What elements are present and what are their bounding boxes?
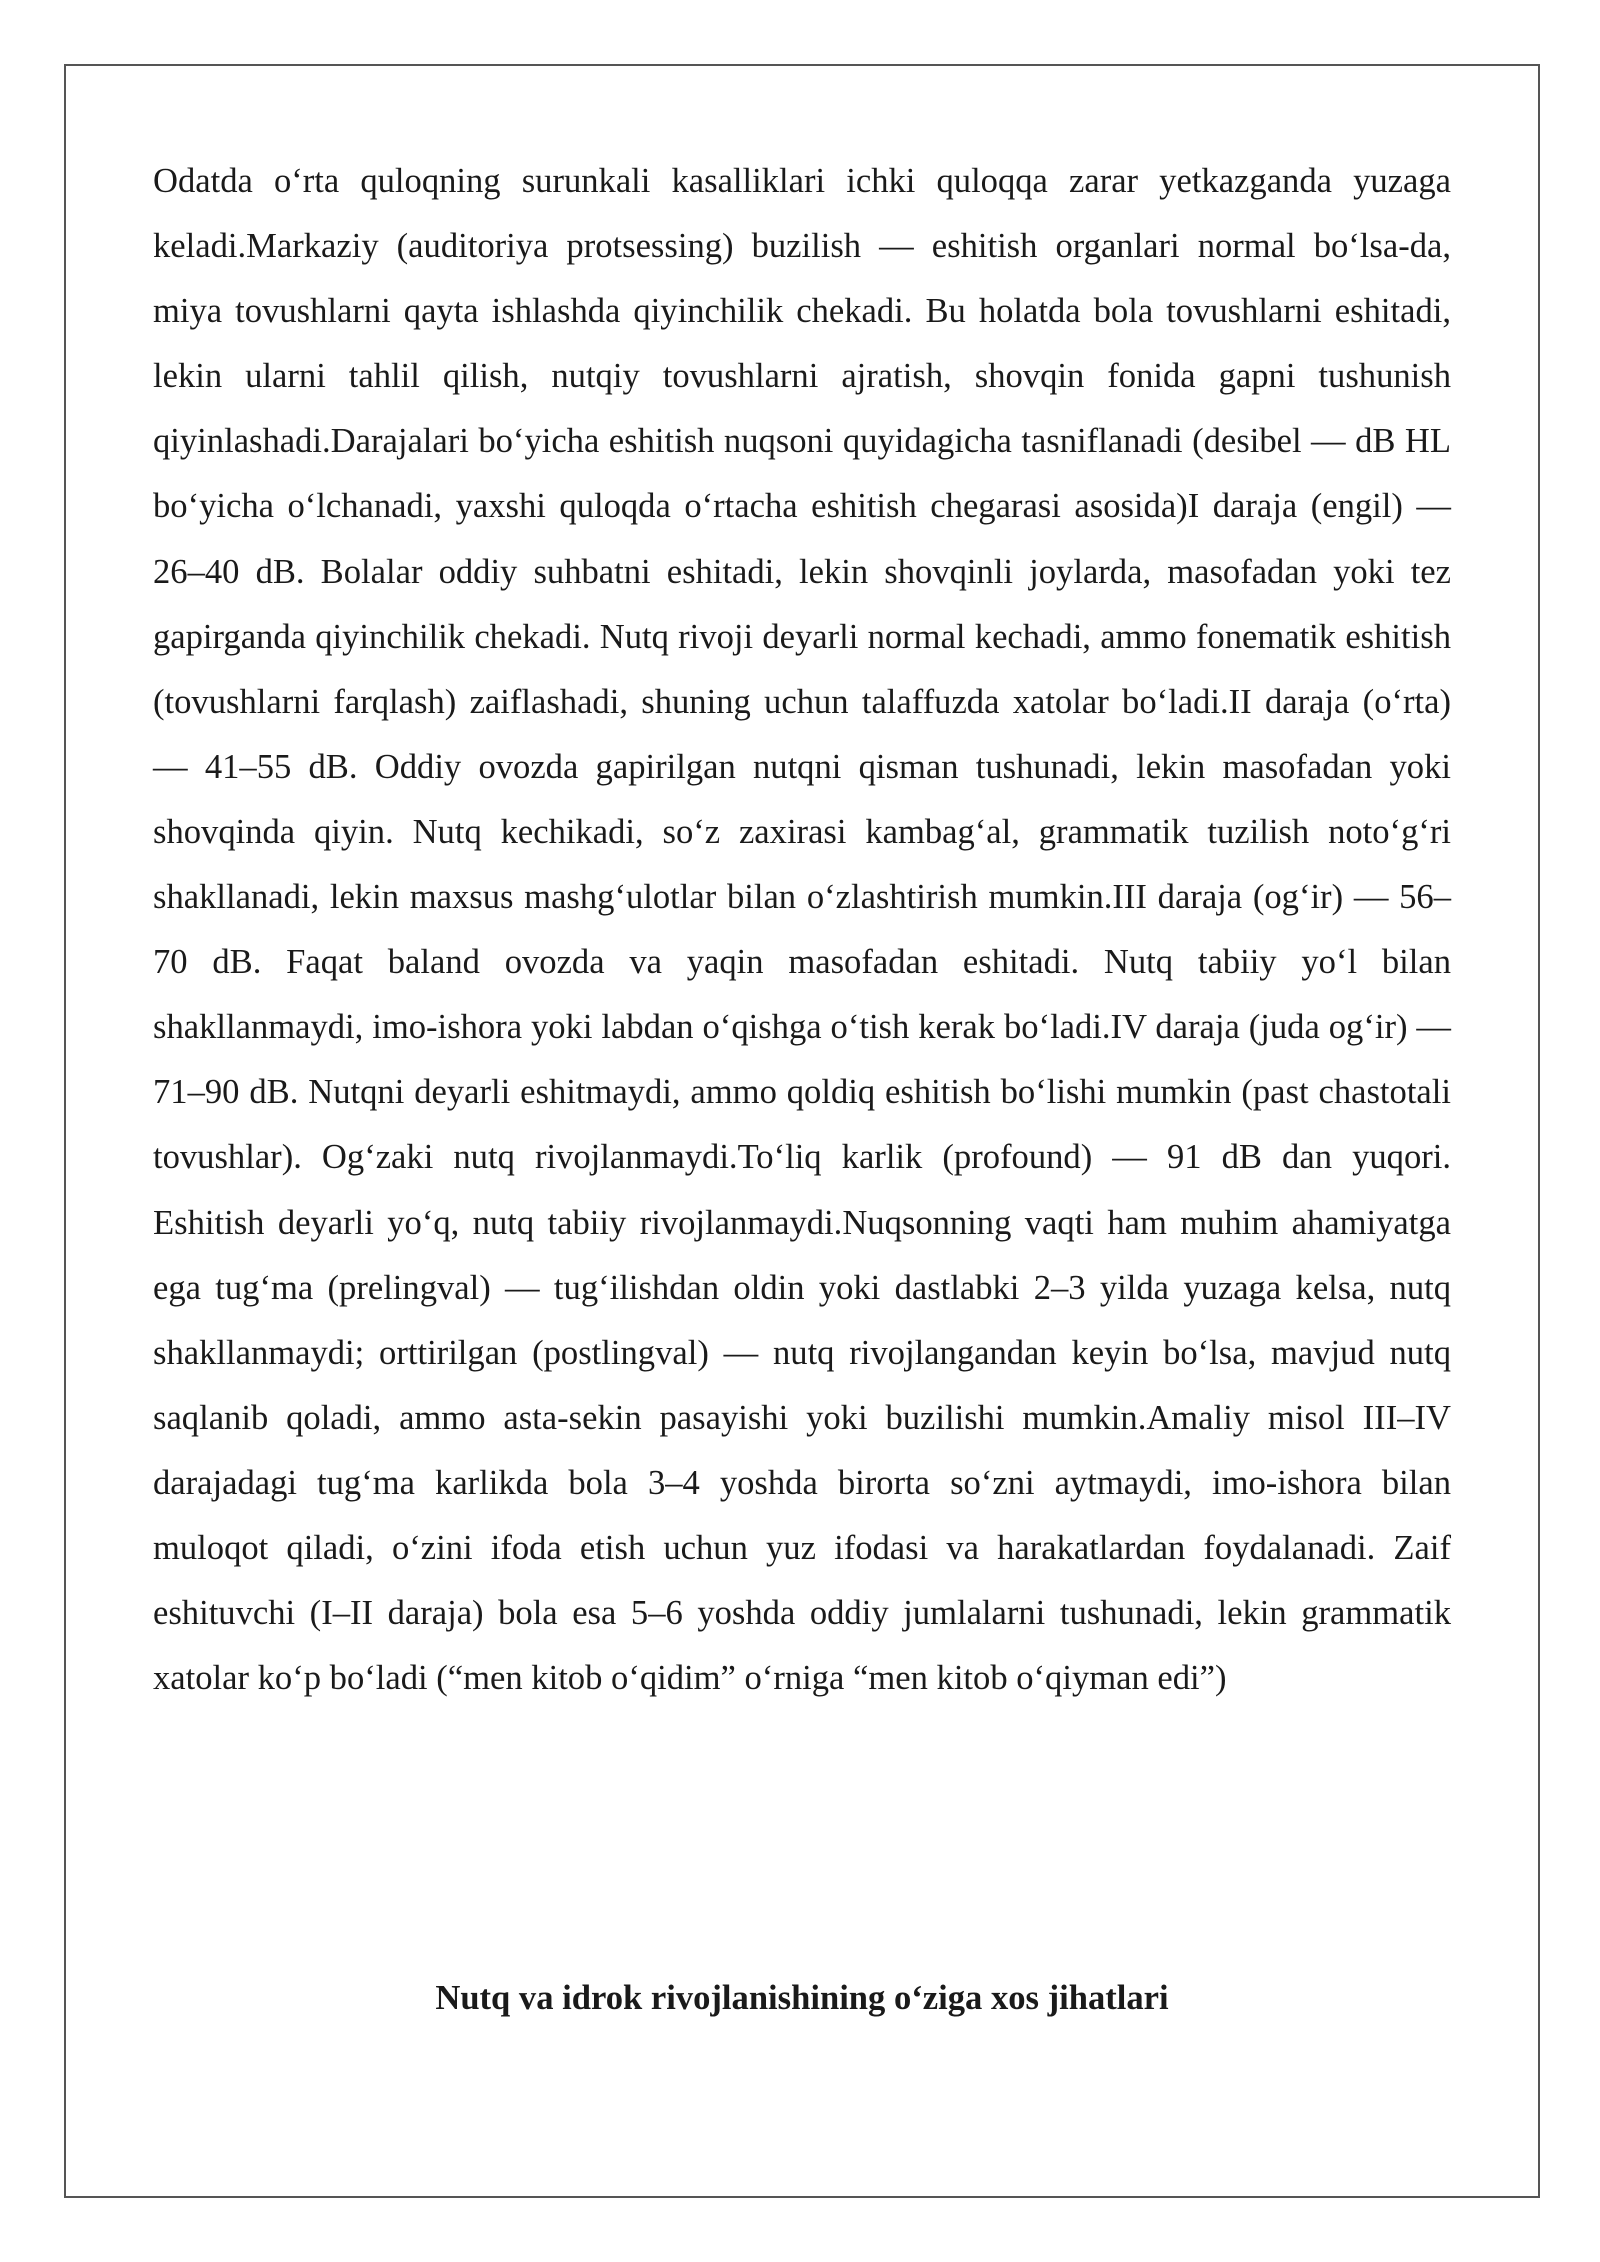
- section-heading: Nutq va idrok rivojlanishining o‘ziga xos jihatlari: [435, 1979, 1169, 2017]
- body-paragraph: Odatda o‘rta quloqning surunkali kasalliklari ichki quloqqa zarar yetkazganda yuzaga keladi.Markaziy (auditoriya protsessing) buzilish — eshitish organlari normal bo‘lsa-da, miya tovushlarni qayta ishlashda qiyinchilik chekadi. Bu holatda bola tovushlarni eshitadi, lekin ularni tahlil qilish, nutqiy tovushlarni ajratish, shovqin fonida gapni tushunish qiyinlashadi.Darajalari bo‘yicha eshitish nuqsoni quyidagicha tasniflanadi (desibel — dB HL bo‘yicha o‘lchanadi, yaxshi quloqda o‘rtacha eshitish chegarasi asosida)I daraja (engil) — 26–40 dB. Bolalar oddiy suhbatni eshitadi, lekin shovqinli joylarda, masofadan yoki tez gapirganda qiyinchilik chekadi. Nutq rivoji deyarli normal kechadi, ammo fonematik eshitish (tovushlarni farqlash) zaiflashadi, shuning uchun talaffuzda xatolar bo‘ladi.II daraja (o‘rta) — 41–55 dB. Oddiy ovozda gapirilgan nutqni qisman tushunadi, lekin masofadan yoki shovqinda qiyin. Nutq kechikadi, so‘z zaxirasi kambag‘al, grammatik tuzilish noto‘g‘ri shakllanadi, lekin maxsus mashg‘ulotlar bilan o‘zlashtirish mumkin.III daraja (og‘ir) — 56–70 dB. Faqat baland ovozda va yaqin masofadan eshitadi. Nutq tabiiy yo‘l bilan shakllanmaydi, imo-ishora yoki labdan o‘qishga o‘tish kerak bo‘ladi.IV daraja (juda og‘ir) — 71–90 dB. Nutqni deyarli eshitmaydi, ammo qoldiq eshitish bo‘lishi mumkin (past chastotali tovushlar). Og‘zaki nutq rivojlanmaydi.To‘liq karlik (profound) — 91 dB dan yuqori. Eshitish deyarli yo‘q, nutq tabiiy rivojlanmaydi.Nuqsonning vaqti ham muhim ahamiyatga ega tug‘ma (prelingval) — tug‘ilishdan oldin yoki dastlabki 2–3 yilda yuzaga kelsa, nutq shakllanmaydi; orttirilgan (postlingval) — nutq rivojlangandan keyin bo‘lsa, mavjud nutq saqlanib qoladi, ammo asta-sekin pasayishi yoki buzilishi mumkin.Amaliy misol III–IV darajadagi tug‘ma karlikda bola 3–4 yoshda birorta so‘zni aytmaydi, imo-ishora bilan muloqot qiladi, o‘zini ifoda etish uchun yuz ifodasi va harakatlardan foydalanadi. Zaif eshituvchi (I–II daraja) bola esa 5–6 yoshda oddiy jumlalarni tushunadi, lekin grammatik xatolar ko‘p bo‘ladi (“men kitob o‘qidim” o‘rniga “men kitob o‘qiyman edi”): [153, 162, 1451, 1698]
